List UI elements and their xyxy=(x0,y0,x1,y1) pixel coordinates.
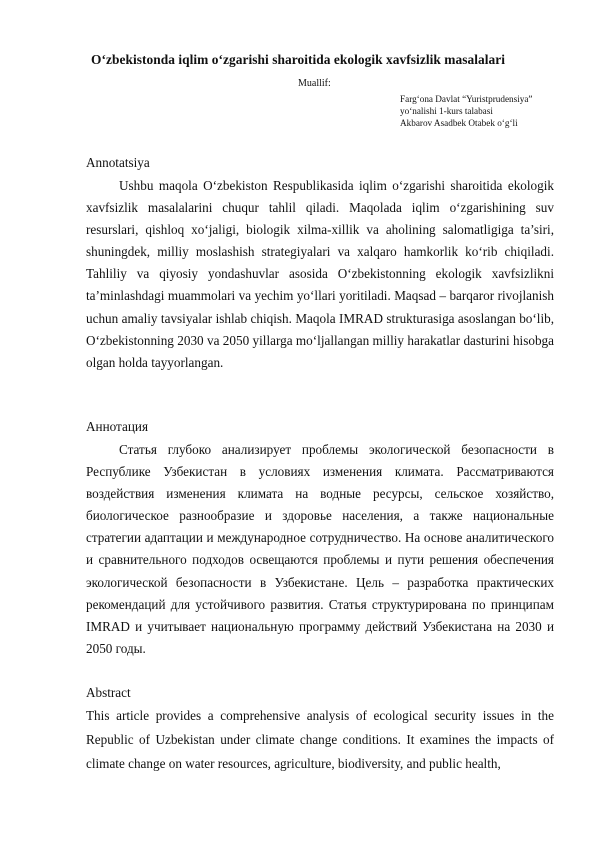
abstract-ru-heading: Аннотация xyxy=(86,419,149,434)
abstract-en-heading: Abstract xyxy=(86,685,131,700)
abstract-uz-text: Ushbu maqola O‘zbekiston Respublikasida iqlim o‘zgarishi sharoitida ekologik xavfsizlik masalalarini chuqur tahlil qiladi. Maqolada iqlim o‘zgarishining suv resurslari, qishloq xo‘jaligi, biologik xilma-xillik va aholining salomatligiga ta’siri, shuningdek, milliy moslashish strategiyalari va xalqaro hamkorlik ko‘rib chiqiladi. Tahliliy va qiyosiy yondashuvlar asosida O‘zbekistonning ekologik xavfsizlikni ta’minlashdagi muammolari va yechim yo‘llari yoritiladi. Maqsad – barqaror rivojlanish uchun amaliy tavsiyalar ishlab chiqish. Maqola IMRAD strukturasiga asoslangan bo‘lib, O‘zbekistonning 2030 va 2050 yillarga mo‘ljallangan milliy harakatlar dasturini hisobga olgan holda tayyorlangan. xyxy=(86,178,554,370)
paper-title: O‘zbekistonda iqlim o‘zgarishi sharoitida ekologik xavfsizlik masalalari xyxy=(90,52,506,67)
author-block xyxy=(400,93,533,129)
abstract-en-text: This article provides a comprehensive analysis of ecological security issues in the Republic of Uzbekistan under climate change conditions. It examines the impacts of climate change on water resources, agriculture, biodiversity, and public health, xyxy=(86,708,554,772)
abstract-ru-text: Статья глубоко анализирует проблемы экологической безопасности в Республике Узбекистан в условиях изменения климата. Рассматриваются воздействия изменения климата на водные ресурсы, сельское хозяйство, биологическое разнообразие и здоровье населения, а также национальные стратегии адаптации и международное сотрудничество. На основе аналитического и сравнительного подходов освещаются проблемы и пути решения обеспечения экологической безопасности в Узбекистане. Цель – разработка практических рекомендаций для устойчивого развития. Статья структурирована по принципам IMRAD и учитывает национальную программу действий Узбекистана на 2030 и 2050 годы. xyxy=(86,442,554,656)
abstract-uz-heading: Annotatsiya xyxy=(86,155,150,170)
author-affiliation: Farg‘ona Davlat “Yuristprudensiya” xyxy=(400,94,533,104)
author-program: yo‘nalishi 1-kurs talabasi xyxy=(400,106,493,116)
author-name: Akbarov Asadbek Otabek o‘g‘li xyxy=(400,118,518,128)
author-label: Muallif: xyxy=(298,78,331,89)
